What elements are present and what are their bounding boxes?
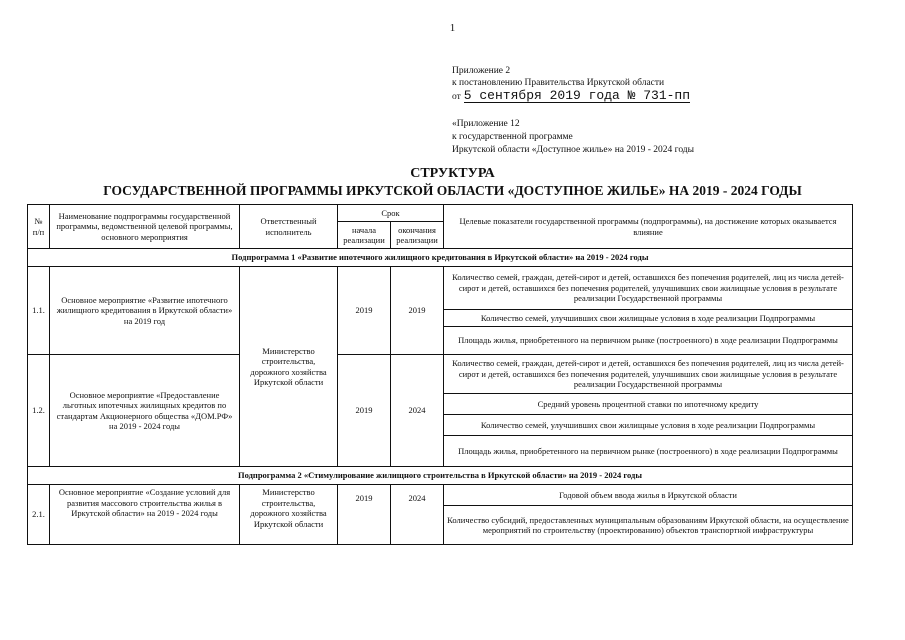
- row-1-2-indicator-3: Количество семей, улучшивших свои жилищные условия в ходе реализации Подпрограммы: [444, 415, 853, 436]
- row-1-1-indicator-3: Площадь жилья, приобретенного на первичном рынке (построенного) в ходе реализации Подпрограммы: [444, 327, 853, 355]
- header-name: Наименование подпрограммы государственной программы, ведомственной целевой программы, основного мероприятия: [50, 205, 240, 249]
- appendix-line-1: «Приложение 12: [452, 119, 520, 129]
- appendix-line-2: к государственной программе: [452, 132, 573, 142]
- row-1-2-num: 1.2.: [28, 355, 50, 467]
- row-1-2-indicator-1: Количество семей, граждан, детей-сирот и детей, оставшихся без попечения родителей, лиц из числа детей-сирот и детей, оставшихся без попечения родителей, улучшивших свои жилищные условия в результате реализации Государственной программы: [444, 355, 853, 394]
- table-row-1-2: [28, 355, 853, 394]
- row-1-2-indicator-4: Площадь жилья, приобретенного на первичном рынке (построенного) в ходе реализации Подпрограммы: [444, 436, 853, 467]
- approval-line-2: к постановлению Правительства Иркутской области: [452, 77, 665, 88]
- subprogram-row-2: [28, 467, 853, 485]
- row-1-2-name: Основное мероприятие «Предоставление льготных ипотечных жилищных кредитов по стандартам Акционерного общества «ДОМ.РФ» на 2019 - 2024 годы: [50, 355, 240, 467]
- row-2-1-indicator-2: Количество субсидий, предоставленных муниципальным образованиям Иркутской области, на осуществление мероприятий по строительству (проектированию) объектов транспортной инфраструктуры: [444, 506, 853, 545]
- table-row-1-1: [28, 267, 853, 310]
- approval-date-line: [452, 89, 690, 104]
- page-number: 1: [449, 22, 456, 34]
- row-1-1-start: 2019: [338, 267, 391, 355]
- table-row-2-1: [28, 485, 853, 506]
- subprogram-row-1: [28, 249, 853, 267]
- approval-block: [452, 66, 690, 104]
- row-2-1-end: 2024: [391, 485, 444, 545]
- row-2-1-indicator-1: Годовой объем ввода жилья в Иркутской области: [444, 485, 853, 506]
- table-header-row: [28, 205, 853, 222]
- appendix-line-3: Иркутской области «Доступное жилье» на 2019 - 2024 годы: [452, 145, 695, 155]
- header-start: начала реализации: [338, 222, 391, 249]
- header-indicators: Целевые показатели государственной программы (подпрограммы), на достижение которых оказывается влияние: [444, 205, 853, 249]
- document-title: СТРУКТУРА: [410, 166, 495, 181]
- header-num: № п/п: [28, 205, 50, 249]
- structure-table: [27, 204, 853, 545]
- row-1-2-start: 2019: [338, 355, 391, 467]
- approval-date-prefix: от: [452, 92, 461, 102]
- appendix-block: [452, 118, 694, 157]
- row-1-1-indicator-2: Количество семей, улучшивших свои жилищные условия в ходе реализации Подпрограммы: [444, 310, 853, 327]
- header-term: Срок: [338, 205, 444, 222]
- approval-date-value: 5 сентября 2019 года № 731-пп: [463, 88, 691, 103]
- row-2-1-executor: Министерство строительства, дорожного хозяйства Иркутской области: [240, 485, 338, 545]
- row-1-1-end: 2019: [391, 267, 444, 355]
- row-1-1-indicator-1: Количество семей, граждан, детей-сирот и детей, оставшихся без попечения родителей, лиц из числа детей-сирот и детей, оставшихся без попечения родителей, улучшивших свои жилищные условия в результате реализации Государственной программы: [444, 267, 853, 310]
- row-2-1-start: 2019: [338, 485, 391, 545]
- executor-shared: Министерство строительства, дорожного хозяйства Иркутской области: [240, 267, 338, 467]
- row-1-1-num: 1.1.: [28, 267, 50, 355]
- header-executor: Ответственный исполнитель: [240, 205, 338, 249]
- header-end: окончания реализации: [391, 222, 444, 249]
- approval-line-1: Приложение 2: [452, 66, 511, 76]
- subprogram-1-title: Подпрограмма 1 «Развитие ипотечного жилищного кредитования в Иркутской области» на 2019 - 2024 годы: [28, 249, 853, 267]
- subprogram-2-title: Подпрограмма 2 «Стимулирование жилищного строительства в Иркутской области» на 2019 - 2024 годы: [28, 467, 853, 485]
- row-1-2-indicator-2: Средний уровень процентной ставки по ипотечному кредиту: [444, 394, 853, 415]
- row-2-1-name: Основное мероприятие «Создание условий для развития массового строительства жилья в Иркутской области» на 2019 - 2024 годы: [50, 485, 240, 545]
- document-subtitle: ГОСУДАРСТВЕННОЙ ПРОГРАММЫ ИРКУТСКОЙ ОБЛАСТИ «ДОСТУПНОЕ ЖИЛЬЕ» НА 2019 - 2024 ГОДЫ: [103, 183, 802, 198]
- row-1-1-name: Основное мероприятие «Развитие ипотечного жилищного кредитования в Иркутской области» на 2019 год: [50, 267, 240, 355]
- row-2-1-num: 2.1.: [28, 485, 50, 545]
- row-1-2-end: 2024: [391, 355, 444, 467]
